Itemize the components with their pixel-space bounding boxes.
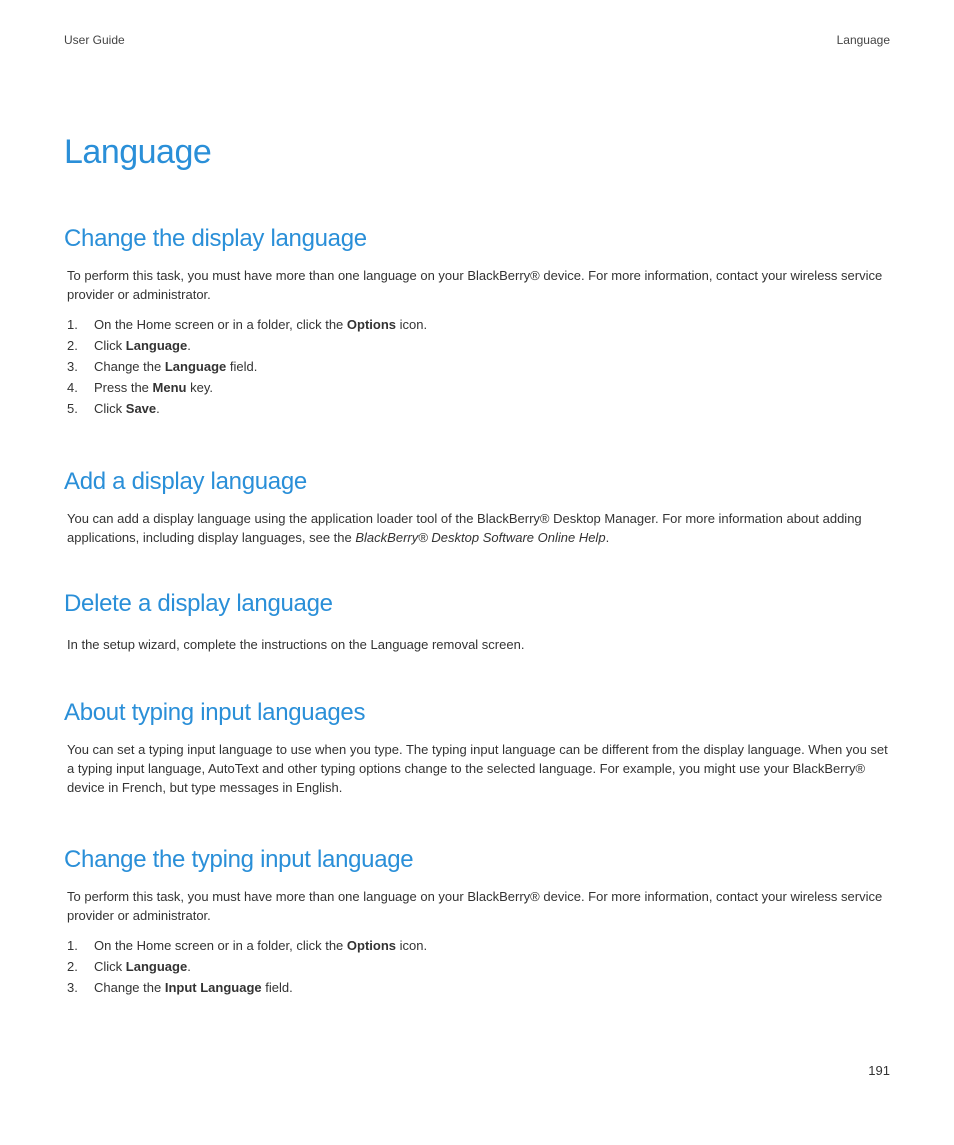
step-text: On the Home screen or in a folder, click the [94, 938, 347, 953]
step-text: Click [94, 338, 126, 353]
page-number: 191 [868, 1063, 890, 1078]
section-intro: To perform this task, you must have more than one language on your BlackBerry® device. For more information, contact your wireless service provider or administrator. [67, 889, 883, 923]
step-ui-term: Save [125, 401, 157, 416]
step-text: Change the [94, 980, 165, 995]
step-number: 4. [67, 380, 78, 395]
step-number: 2. [67, 959, 78, 974]
step-text: . [156, 401, 160, 416]
step-text: Change the [94, 359, 165, 374]
step-text: Click [94, 401, 126, 416]
step-ui-term: Language [125, 338, 188, 353]
section-heading: Add a display language [64, 468, 307, 495]
section-change-typing-input-language [64, 845, 890, 998]
step-item [67, 314, 890, 335]
section-about-typing-input-languages [64, 698, 890, 797]
step-text: . [187, 338, 191, 353]
section-delete-display-language [64, 589, 890, 654]
section-intro: To perform this task, you must have more than one language on your BlackBerry® device. For more information, contact your wireless service provider or administrator. [67, 268, 883, 302]
step-ui-term: Language [125, 959, 188, 974]
section-heading: Change the typing input language [64, 846, 414, 873]
steps-list [67, 935, 890, 998]
step-item [67, 335, 890, 356]
step-text: key. [186, 380, 213, 395]
step-ui-term: Options [346, 317, 397, 332]
running-header-right: Language [836, 33, 890, 47]
section-text: You can set a typing input language to use when you type. The typing input language can be different from the display language. When you set a typing input language, AutoText and other typing options change to the selected language. For example, you might use your BlackBerry® device in French, but type messages in English. [67, 742, 888, 795]
step-ui-term: Options [346, 938, 397, 953]
step-number: 5. [67, 401, 78, 416]
step-number: 2. [67, 338, 78, 353]
section-heading: About typing input languages [64, 699, 366, 726]
step-item [67, 377, 890, 398]
page-content [64, 128, 890, 1036]
section-add-display-language [64, 467, 890, 547]
step-item [67, 356, 890, 377]
step-text: field. [261, 980, 293, 995]
step-item [67, 935, 890, 956]
step-number: 3. [67, 359, 78, 374]
section-text [67, 509, 890, 547]
step-item [67, 956, 890, 977]
step-number: 1. [67, 317, 78, 332]
steps-list [67, 314, 890, 419]
step-item [67, 398, 890, 419]
step-item [67, 977, 890, 998]
step-ui-term: Input Language [164, 980, 262, 995]
section-heading: Change the display language [64, 225, 367, 252]
section-change-display-language [64, 224, 890, 419]
step-text: Click [94, 959, 126, 974]
doc-reference: BlackBerry® Desktop Software Online Help [355, 530, 606, 545]
section-text-part: You can add a display language using the application loader tool of the BlackBerry® Desktop Manager. For more information about adding applications, including display languages, see the [67, 511, 862, 545]
step-text: icon. [396, 317, 428, 332]
page-title: Language [64, 133, 212, 171]
step-ui-term: Language [164, 359, 227, 374]
section-heading: Delete a display language [64, 590, 333, 617]
step-text: . [187, 959, 191, 974]
step-ui-term: Menu [152, 380, 187, 395]
step-text: On the Home screen or in a folder, click the [94, 317, 347, 332]
running-header-left: User Guide [64, 33, 125, 47]
section-text: In the setup wizard, complete the instructions on the Language removal screen. [67, 637, 525, 652]
step-text: field. [226, 359, 258, 374]
step-number: 1. [67, 938, 78, 953]
section-text-part: . [605, 530, 610, 545]
step-number: 3. [67, 980, 78, 995]
step-text: Press the [94, 380, 153, 395]
step-text: icon. [396, 938, 428, 953]
